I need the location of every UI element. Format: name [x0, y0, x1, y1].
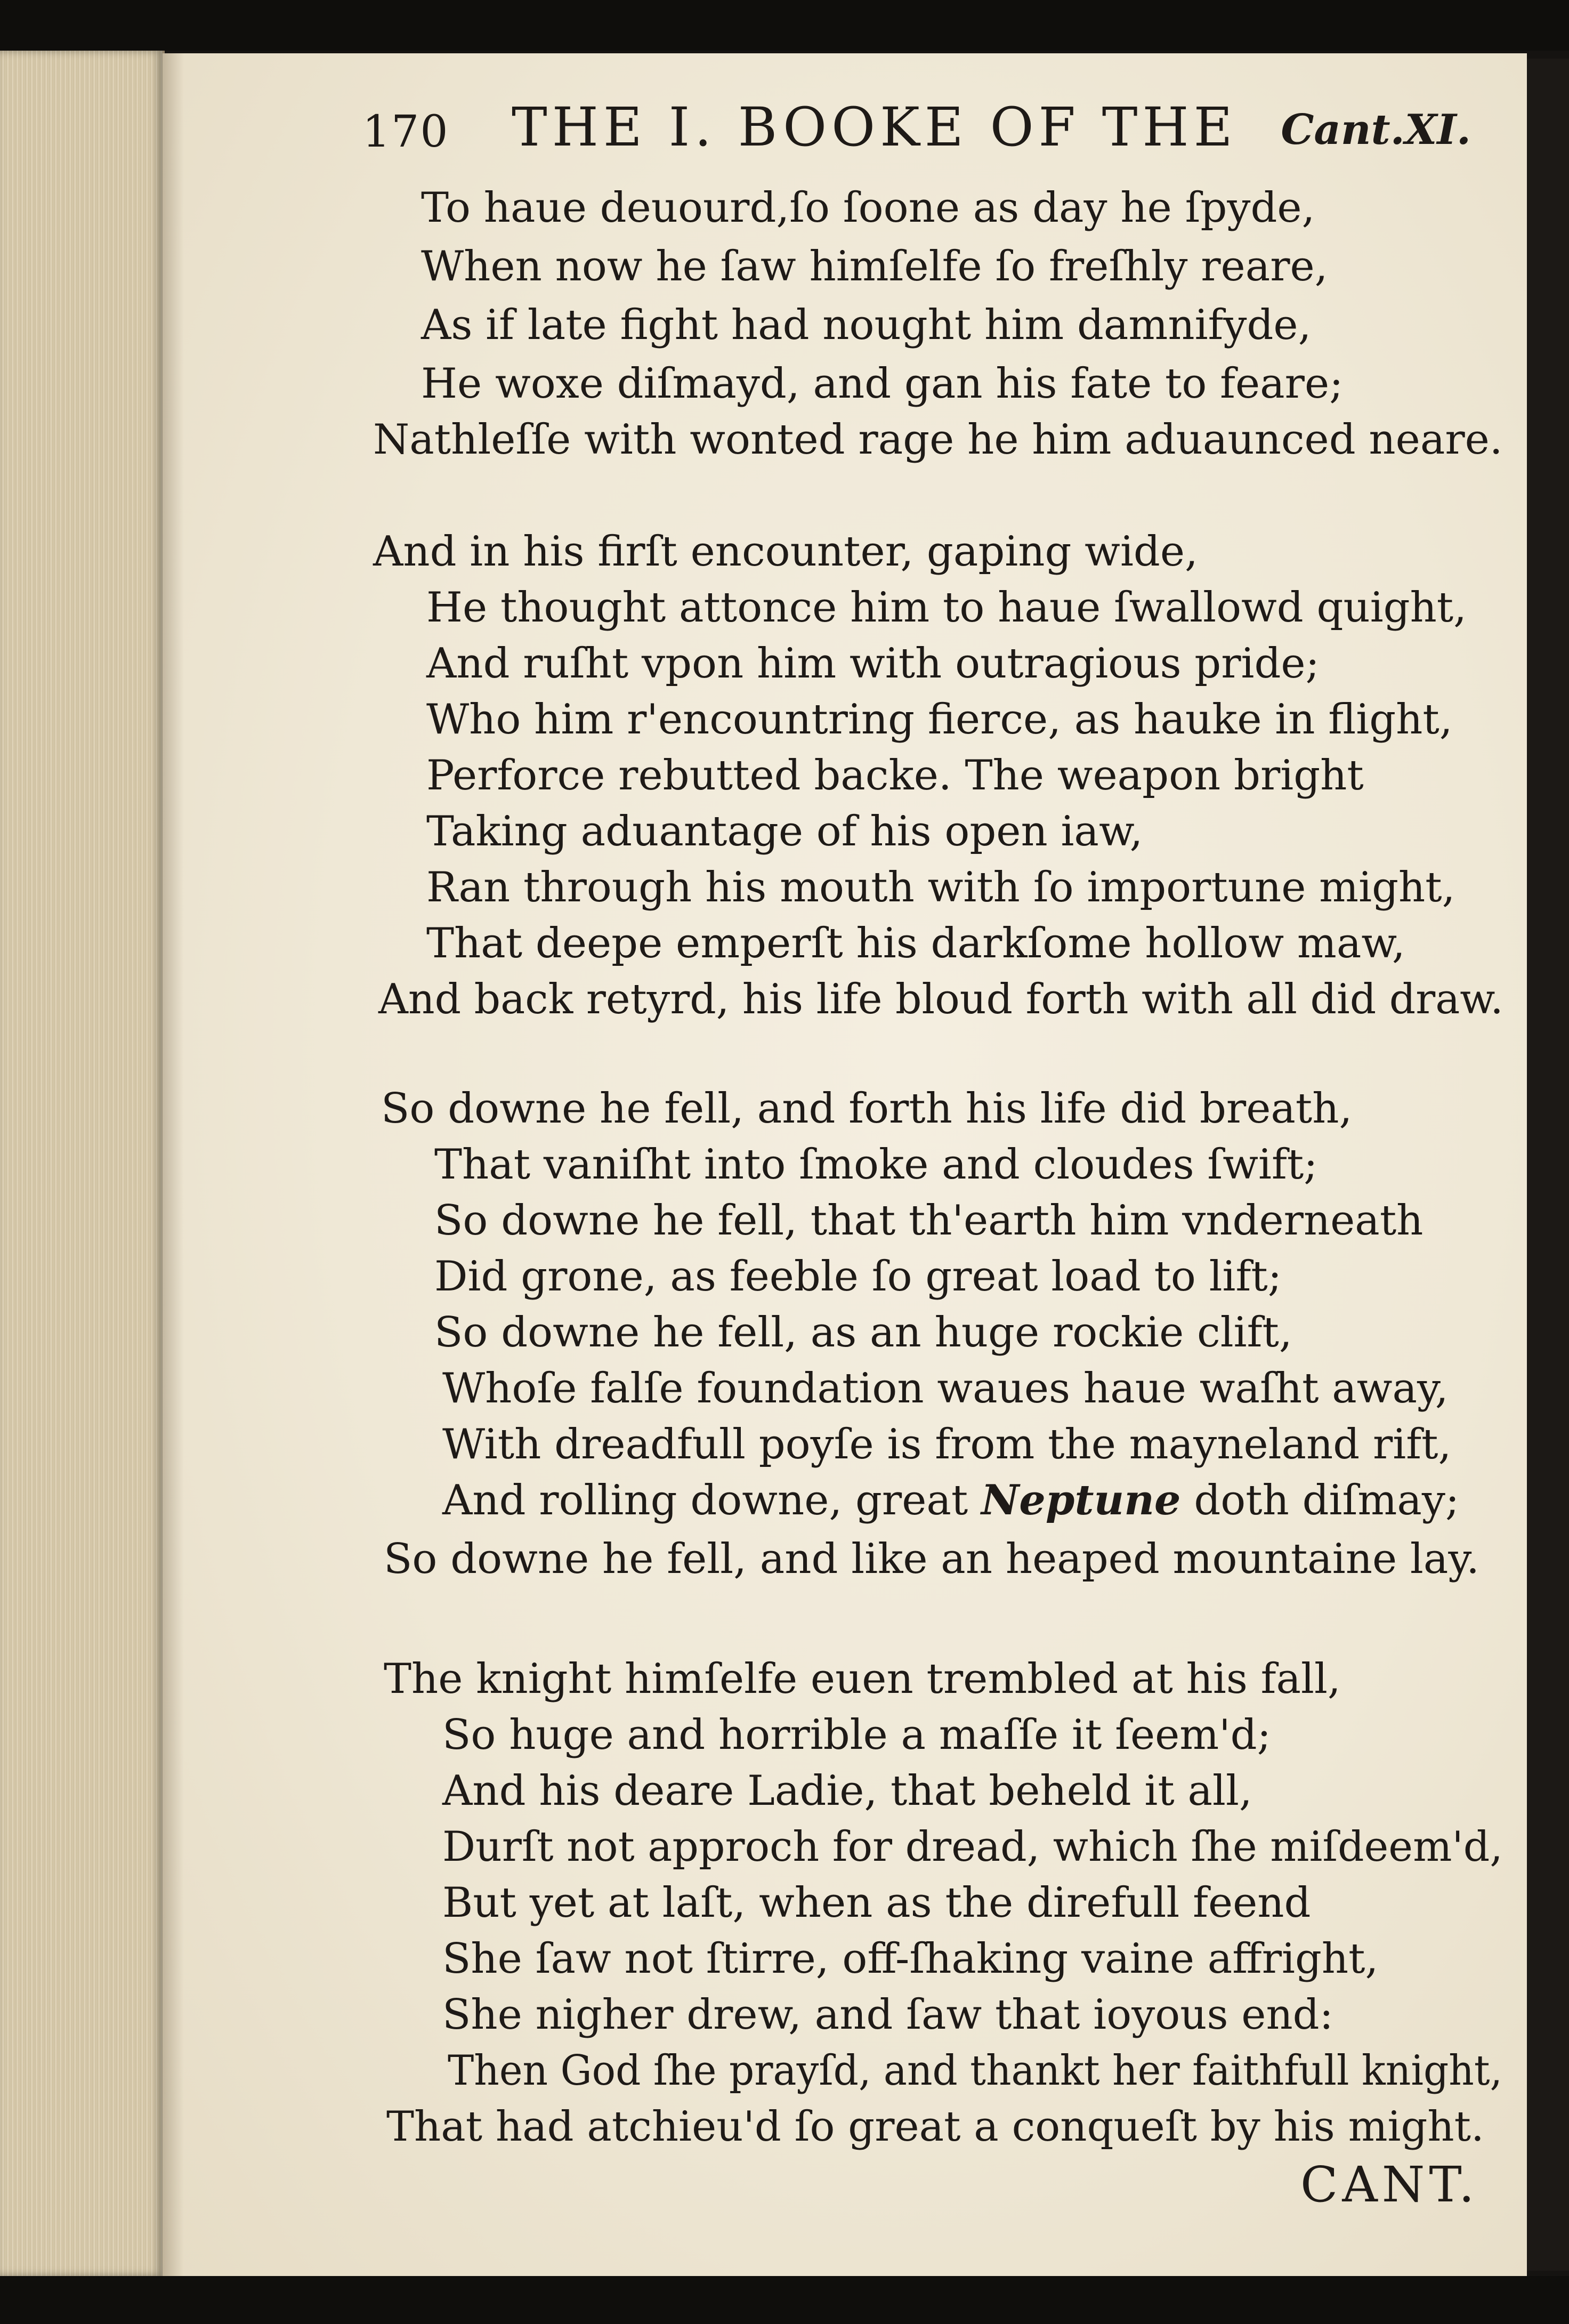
- book-page-edges: [0, 51, 165, 2276]
- verse-line: But yet at laſt, when as the direfull feend: [442, 1879, 1311, 1927]
- verse-text: doth diſmay;: [1180, 1476, 1460, 1524]
- verse-line: That deepe emperſt his darkſome hollow maw,: [426, 919, 1405, 967]
- verse-line: Nathleſſe with wonted rage he him aduaunced neare.: [373, 416, 1503, 464]
- running-title: THE I. BOOKE OF THE: [512, 96, 1238, 158]
- verse-line-neptune: [442, 1476, 1459, 1524]
- page-number: 170: [362, 107, 449, 157]
- scan-background-top: [0, 0, 1569, 51]
- verse-line: Perforce rebutted backe. The weapon bright: [426, 752, 1364, 800]
- verse-line: Taking aduantage of his open iaw,: [426, 808, 1143, 856]
- verse-line: Did grone, as feeble ſo great load to lift;: [434, 1253, 1282, 1301]
- verse-line: Then God ſhe prayſd, and thankt her faithfull knight,: [448, 2047, 1503, 2095]
- verse-line: And in his firſt encounter, gaping wide,: [373, 528, 1198, 576]
- verse-line: So downe he fell, that th'earth him vnderneath: [434, 1197, 1424, 1245]
- verse-line: He thought attonce him to haue ſwallowd quight,: [426, 584, 1467, 632]
- verse-line: Whoſe falſe foundation waues haue waſht away,: [442, 1365, 1449, 1413]
- verse-line: So huge and horrible a maſſe it ſeem'd;: [442, 1711, 1271, 1759]
- verse-line: That vaniſht into ſmoke and cloudes ſwift;: [434, 1141, 1318, 1189]
- verse-line: He woxe diſmayd, and gan his fate to feare;: [421, 360, 1344, 408]
- verse-line: Who him r'encountring fierce, as hauke in flight,: [426, 696, 1453, 744]
- gutter-shadow: [163, 53, 184, 2276]
- verse-line: When now he ſaw himſelfe ſo freſhly reare,: [421, 243, 1328, 290]
- page-header: [362, 96, 1476, 176]
- verse-line: The knight himſelfe euen trembled at his fall,: [384, 1655, 1341, 1703]
- verse-line: So downe he fell, as an huge rockie clift,: [434, 1309, 1292, 1357]
- verse-text: And rolling downe, great: [442, 1476, 981, 1524]
- verse-line: That had atchieu'd ſo great a conqueſt by his might.: [386, 2103, 1484, 2151]
- verse-line: Ran through his mouth with ſo importune might,: [426, 864, 1455, 911]
- verse-line: And his deare Ladie, that beheld it all,: [442, 1767, 1252, 1815]
- verse-line: She ſaw not ſtirre, off-ſhaking vaine affright,: [442, 1935, 1379, 1983]
- proper-name-neptune: Neptune: [981, 1476, 1181, 1524]
- canto-reference: Cant.XI.: [1281, 106, 1471, 154]
- verse-line: And back retyrd, his life bloud forth with all did draw.: [378, 975, 1503, 1023]
- verse-line: As if late fight had nought him damnifyde,: [421, 301, 1312, 349]
- book-cover-edge: [1527, 59, 1569, 2271]
- scan-background-bottom: [0, 2276, 1569, 2324]
- catchword: CANT.: [1300, 2156, 1479, 2213]
- verse-line: So downe he fell, and forth his life did breath,: [381, 1085, 1353, 1133]
- verse-line: She nigher drew, and ſaw that ioyous end:: [442, 1991, 1333, 2039]
- verse-line: To haue deuourd,ſo ſoone as day he ſpyde,: [421, 184, 1315, 232]
- verse-line: With dreadfull poyſe is from the mayneland rift,: [442, 1421, 1452, 1468]
- verse-line: And ruſht vpon him with outragious pride;: [426, 640, 1320, 688]
- verse-line: So downe he fell, and like an heaped mountaine lay.: [384, 1535, 1479, 1583]
- verse-line: Durſt not approch for dread, which ſhe miſdeem'd,: [442, 1823, 1503, 1871]
